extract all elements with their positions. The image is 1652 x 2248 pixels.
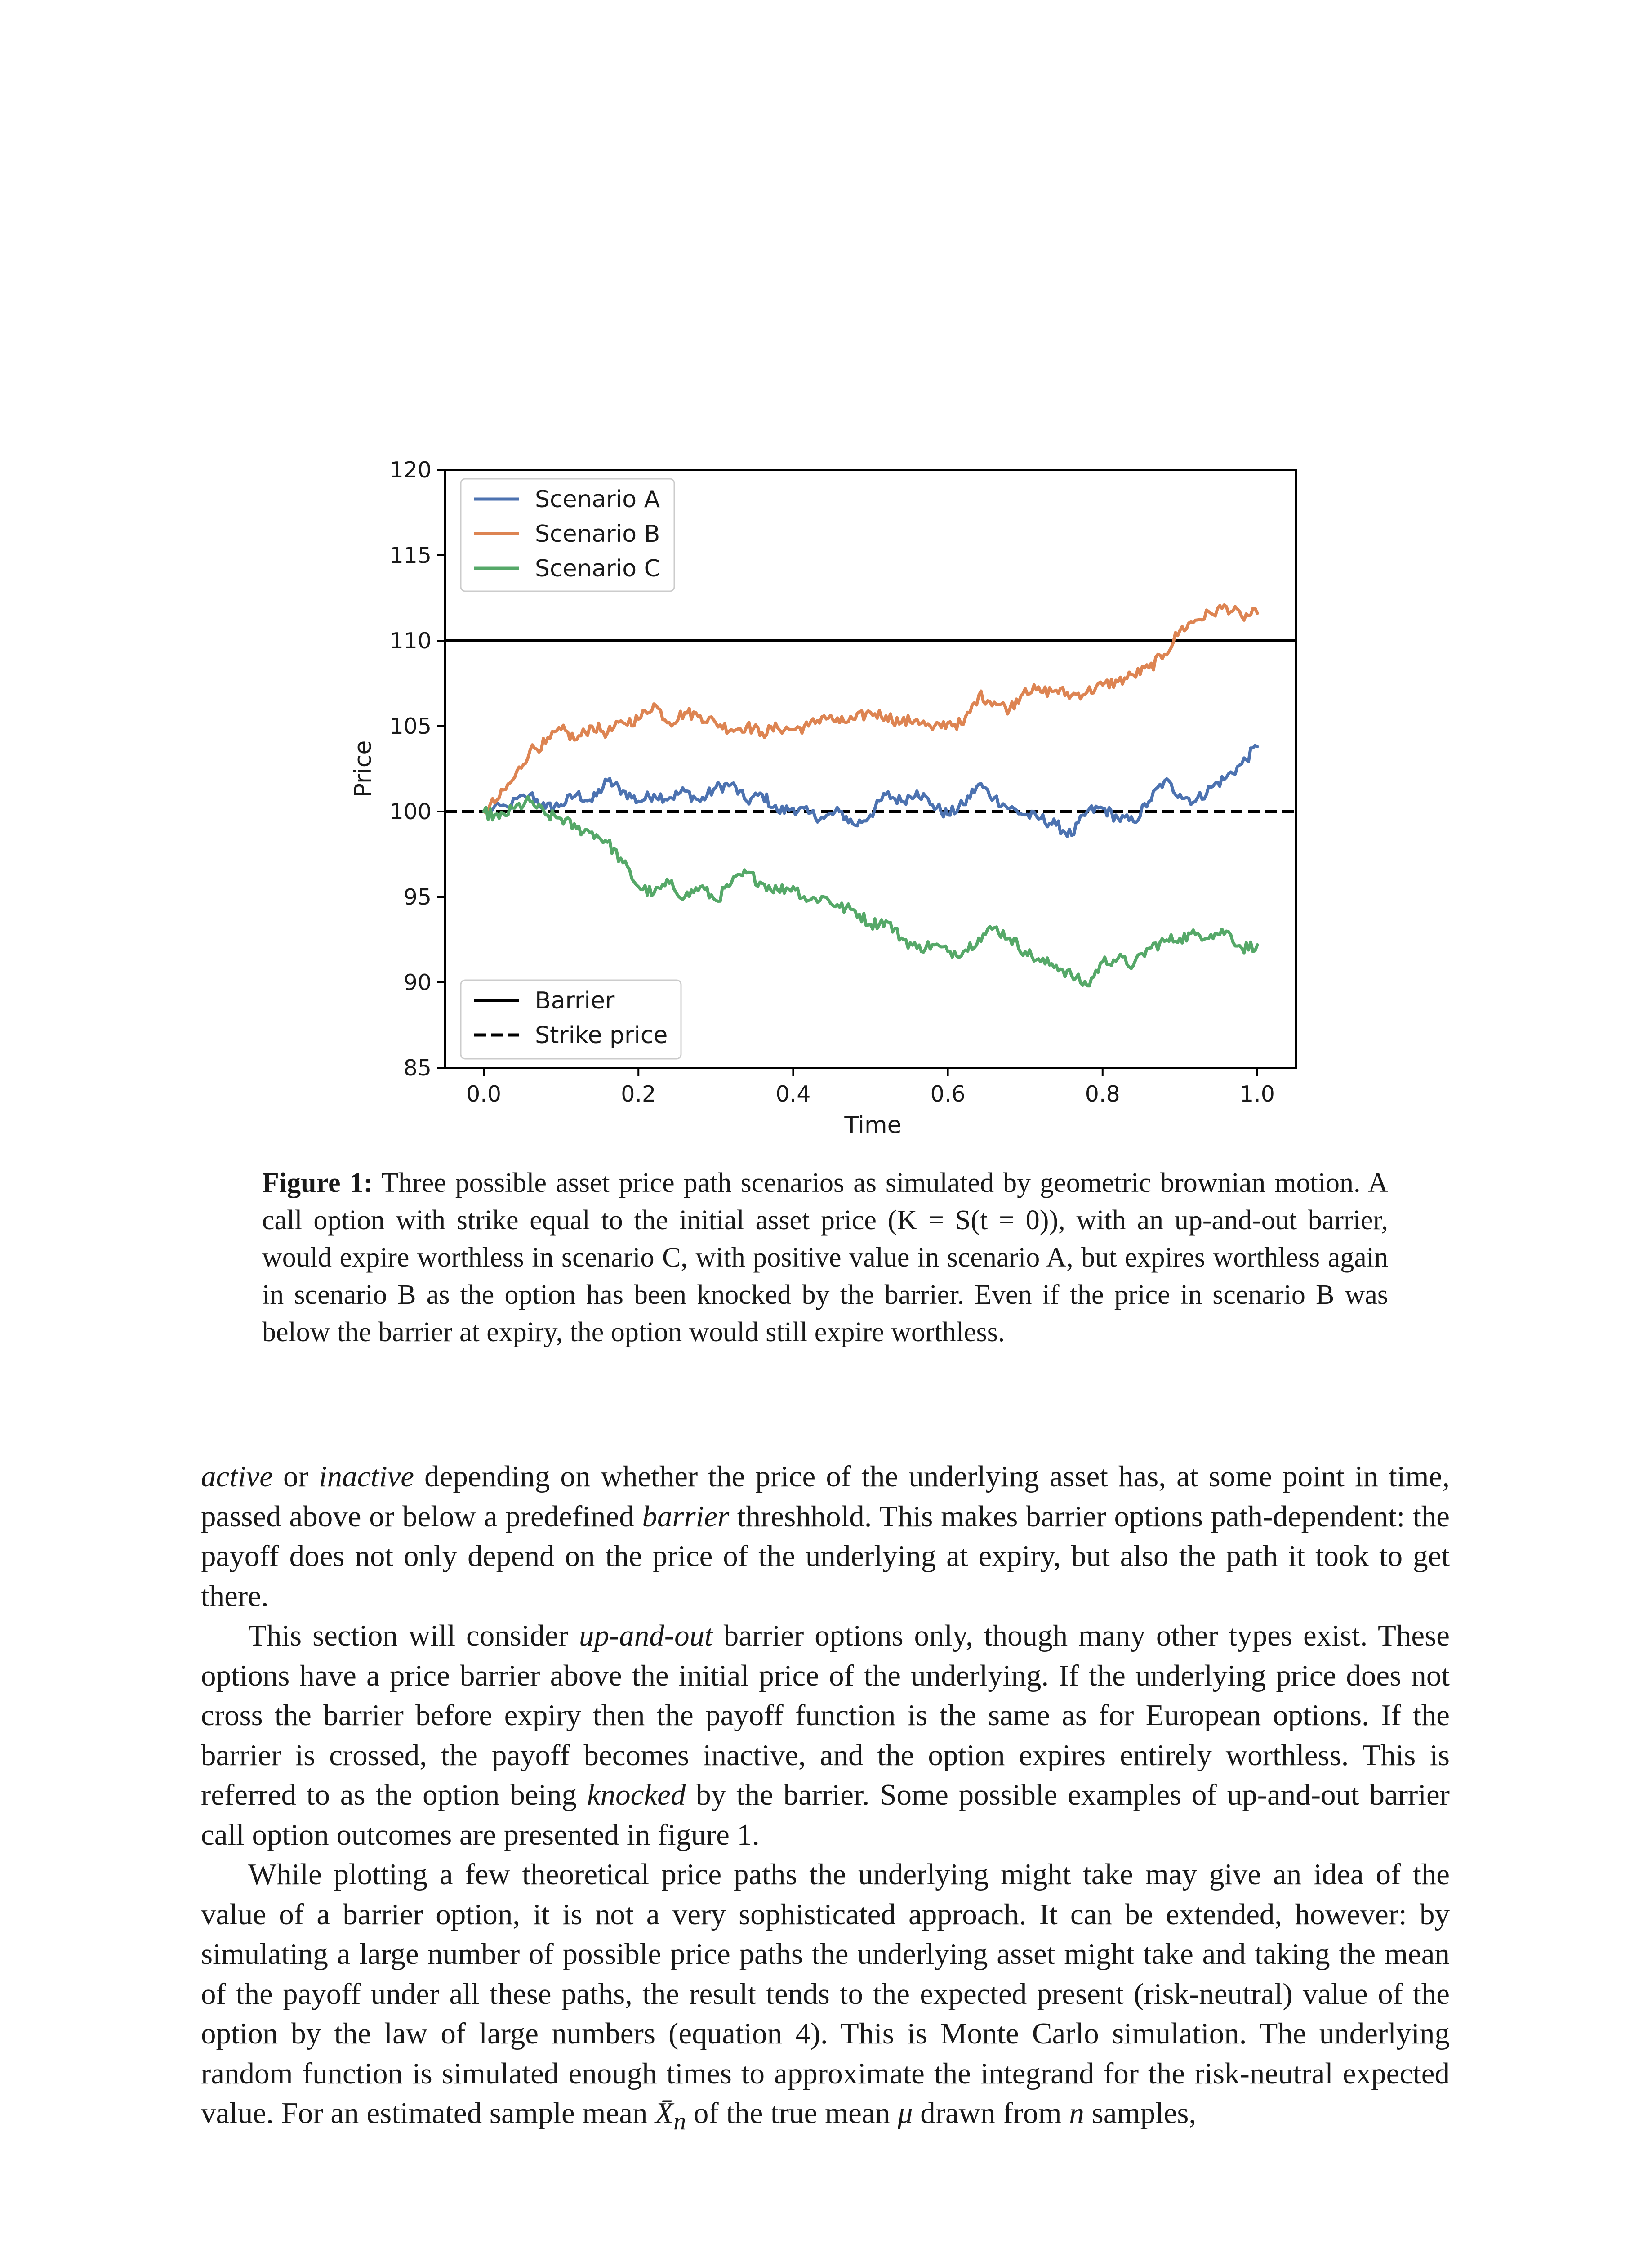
- p1-term-barrier: barrier: [642, 1499, 730, 1533]
- math-mu: μ: [897, 2096, 913, 2130]
- p3-text-4: samples,: [1084, 2096, 1197, 2130]
- p1-text-1: or: [272, 1460, 319, 1493]
- y-tick-label: 115: [389, 543, 432, 568]
- caption-label: Figure 1:: [262, 1168, 373, 1198]
- y-tick-label: 90: [403, 970, 432, 995]
- paragraph-2: [201, 1616, 1450, 1855]
- series-line-scenario-b: [484, 605, 1257, 813]
- y-tick-label: 100: [389, 799, 432, 825]
- p1-term-inactive: inactive: [318, 1460, 414, 1493]
- y-tick-label: 105: [389, 714, 432, 739]
- p1-term-active: active: [201, 1460, 273, 1493]
- paragraph-1: [201, 1457, 1450, 1616]
- paragraph-3: [201, 1855, 1450, 2141]
- legend-label-scenario-a: Scenario A: [535, 486, 660, 513]
- math-sample-mean: $X̄_n$: [655, 2096, 686, 2136]
- x-tick-label: 0.4: [775, 1081, 811, 1107]
- y-tick-label: 95: [403, 884, 432, 910]
- y-tick-label: 110: [389, 628, 432, 654]
- math-n: n: [1069, 2096, 1084, 2130]
- legend-scenarios: [461, 479, 674, 591]
- p3-text-1: While plotting a few theoretical price paths the underlying might take may give an idea of the value of a barrier option, it is not a very sophisticated approach. It can be extended, however: by simulating a large number of possible price paths the underlying asset might take and taking the mean of the payoff under all these paths, the result tends to the expected present (risk-neutral) value of the option by the law of large numbers (equation 4). This is Monte Carlo simulation. The underlying random function is simulated enough times to approximate the integrand for the risk-neutral expected value. For an estimated sample mean: [201, 1858, 1450, 2130]
- series-line-scenario-a: [484, 745, 1257, 836]
- body-text: [201, 1457, 1450, 2141]
- x-tick-label: 1.0: [1239, 1081, 1275, 1107]
- x-tick-label: 0.0: [466, 1081, 502, 1107]
- y-tick-label: 85: [403, 1055, 432, 1081]
- x-tick-label: 0.2: [621, 1081, 656, 1107]
- p2-text-2: barrier options only, though many other types exist. These options have a price barrier above the initial price of the underlying. If the underlying price does not cross the barrier before expiry then the payoff function is the same as for European options. If the barrier is crossed, the payoff becomes inactive, and the option expires entirely worthless. This is referred to as the option being: [201, 1619, 1450, 1811]
- x-axis-label: Time: [844, 1112, 902, 1139]
- p1-text-2: depending on whether the price of the underlying asset has, at some point in time, passed above or below a predefined: [201, 1460, 1450, 1533]
- p2-text-1: This section will consider: [248, 1619, 579, 1652]
- p3-text-3: drawn from: [913, 2096, 1069, 2130]
- y-axis-label: Price: [350, 740, 377, 798]
- x-tick-label: 0.6: [930, 1081, 966, 1107]
- p1-text-3: threshhold. This makes barrier options path-dependent: the payoff does not only depend on the price of the underlying at expiry, but also the path it took to get there.: [201, 1499, 1450, 1613]
- y-tick-label: 120: [389, 457, 432, 483]
- legend-label-scenario-c: Scenario C: [535, 555, 660, 582]
- caption-text: Three possible asset price path scenarios as simulated by geometric brownian motion. A call option with strike equal to the initial asset price (K = S(t = 0)), with an up-and-out barrier, would expire worthless in scenario C, with positive value in scenario A, but expires worthless again in scenario B as the option has been knocked by the barrier. Even if the price in scenario B was below the barrier at expiry, the option would still expire worthless.: [262, 1168, 1388, 1347]
- figure-caption: [262, 1164, 1388, 1351]
- p2-term-up-and-out: up-and-out: [579, 1619, 713, 1652]
- legend-reference-lines: [461, 980, 681, 1059]
- series-line-scenario-c: [484, 797, 1257, 986]
- x-tick-label: 0.8: [1085, 1081, 1120, 1107]
- legend-label-strike: Strike price: [535, 1022, 668, 1049]
- legend-label-barrier: Barrier: [535, 987, 615, 1014]
- p2-term-knocked: knocked: [587, 1778, 686, 1811]
- legend-label-scenario-b: Scenario B: [535, 521, 660, 548]
- p2-text-3: by the barrier. Some possible examples of up-and-out barrier call option outcomes are presented in figure 1.: [201, 1778, 1450, 1851]
- p3-text-2: of the true mean: [686, 2096, 898, 2130]
